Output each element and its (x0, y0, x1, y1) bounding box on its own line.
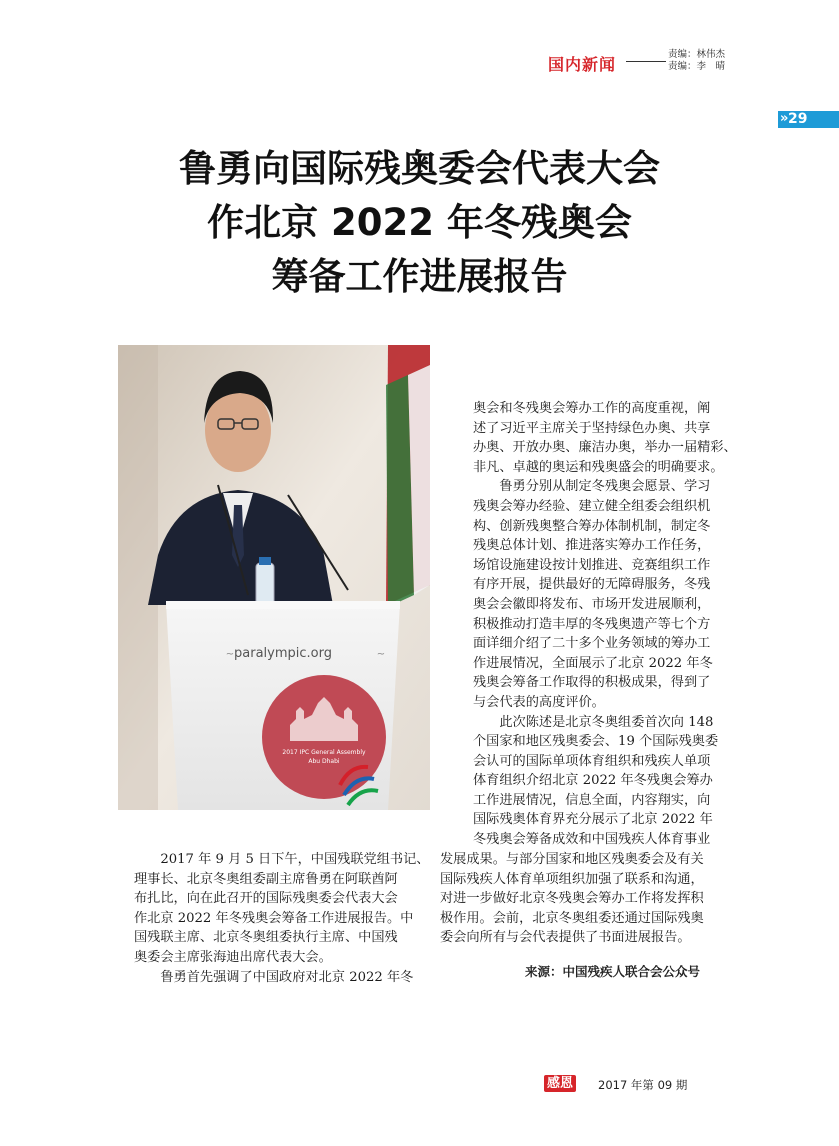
body-line: 对进一步做好北京冬残奥会筹办工作将发挥积 (440, 891, 704, 907)
article-photo (118, 345, 430, 810)
badge-line-1: 2017 IPC General Assembly (282, 749, 366, 756)
body-line: 述了习近平主席关于坚持绿色办奥、共享 (473, 420, 711, 436)
body-line: 面详细介绍了二十多个业务领域的筹办工 (473, 636, 711, 652)
body-left-column (134, 850, 430, 987)
body-line: 布扎比，向在此召开的国际残奥委会代表大会 (134, 891, 398, 907)
body-line: 发展成果。与部分国家和地区残奥委会及有关 (440, 852, 704, 867)
source-credit: 来源：中国残疾人联合会公众号 (525, 964, 701, 979)
header-rule (626, 61, 666, 62)
body-line: 国际残疾人体育单项组织加强了联系和沟通， (440, 871, 704, 887)
body-line: 委会向所有与会代表提供了书面进展报告。 (440, 930, 691, 946)
body-line: 构、创新残奥整合筹办体制机制，制定冬 (473, 518, 711, 534)
body-line: 2017 年 9 月 5 日下午，中国残联党组书记、 (134, 852, 430, 867)
body-line: 办奥、开放办奥、廉洁办奥，举办一届精彩、 (473, 440, 737, 456)
magazine-logo: 感恩 (544, 1075, 576, 1092)
editor-1: 责编：林伟杰 (668, 49, 726, 60)
body-line: 鲁勇首先强调了中国政府对北京 2022 年冬 (134, 969, 414, 985)
body-line: 非凡、卓越的奥运和残奥盛会的明确要求。 (473, 459, 724, 475)
body-line: 鲁勇分别从制定冬残奥会愿景、学习 (473, 479, 711, 495)
title-line-1: 鲁勇向国际残奥委会代表大会 (179, 147, 660, 190)
body-line: 与会代表的高度评价。 (473, 694, 605, 710)
svg-text:~: ~ (225, 649, 235, 660)
body-line: 体育组织介绍北京 2022 年冬残奥会筹办 (473, 773, 713, 789)
body-line: 冬残奥会筹备成效和中国残疾人体育事业 (473, 832, 711, 848)
body-line: 残奥会筹备工作取得的积极成果，得到了 (473, 675, 711, 691)
body-line: 奥会和冬残奥会筹办工作的高度重视，阐 (473, 401, 711, 416)
body-line: 残奥总体计划、推进落实筹办工作任务， (473, 538, 711, 554)
body-line: 奥委会主席张海迪出席代表大会。 (134, 949, 332, 965)
editors (668, 49, 725, 73)
body-right-bottom (440, 850, 730, 948)
article-title (0, 142, 839, 304)
badge-line-2: Abu Dhabi (308, 758, 340, 765)
page-chevron-icon: » (780, 111, 789, 126)
title-line-3: 筹备工作进展报告 (271, 255, 568, 298)
issue-number: 2017 年第 09 期 (598, 1078, 688, 1092)
body-line: 会认可的国际单项体育组织和残疾人单项 (473, 753, 711, 769)
body-line: 国残联主席、北京冬奥组委执行主席、中国残 (134, 930, 398, 946)
page-number: 29 (788, 111, 808, 127)
body-line: 个国家和地区残奥委会、19 个国际残奥委 (473, 734, 719, 750)
body-line: 残奥会筹办经验、建立健全组委会组织机 (473, 498, 711, 514)
podium-text: paralympic.org (234, 646, 332, 661)
body-line: 奥会会徽即将发布、市场开发进展顺利， (473, 596, 711, 612)
body-line: 有序开展，提供最好的无障碍服务，冬残 (473, 577, 711, 593)
body-line: 积极推动打造丰厚的冬残奥遗产等七个方 (473, 616, 711, 632)
body-line: 工作进展情况，信息全面，内容翔实，向 (473, 792, 711, 808)
section-label: 国内新闻 (548, 55, 617, 74)
svg-text:~: ~ (376, 649, 386, 660)
body-line: 场馆设施建设按计划推进、竞赛组织工作 (473, 557, 711, 573)
body-line: 理事长、北京冬奥组委副主席鲁勇在阿联酋阿 (134, 871, 398, 887)
body-line: 极作用。会前，北京冬奥组委还通过国际残奥 (440, 910, 704, 926)
body-line: 作北京 2022 年冬残奥会筹备工作进展报告。中 (134, 910, 414, 926)
body-line: 作进展情况，全面展示了北京 2022 年冬 (473, 655, 713, 671)
body-line: 此次陈述是北京冬奥组委首次向 148 (473, 714, 714, 730)
body-right-column (473, 399, 737, 850)
editor-2: 责编：李 晴 (668, 61, 726, 72)
body-line: 国际残奥体育界充分展示了北京 2022 年 (473, 812, 713, 828)
title-line-2: 作北京 2022 年冬残奥会 (207, 201, 632, 244)
